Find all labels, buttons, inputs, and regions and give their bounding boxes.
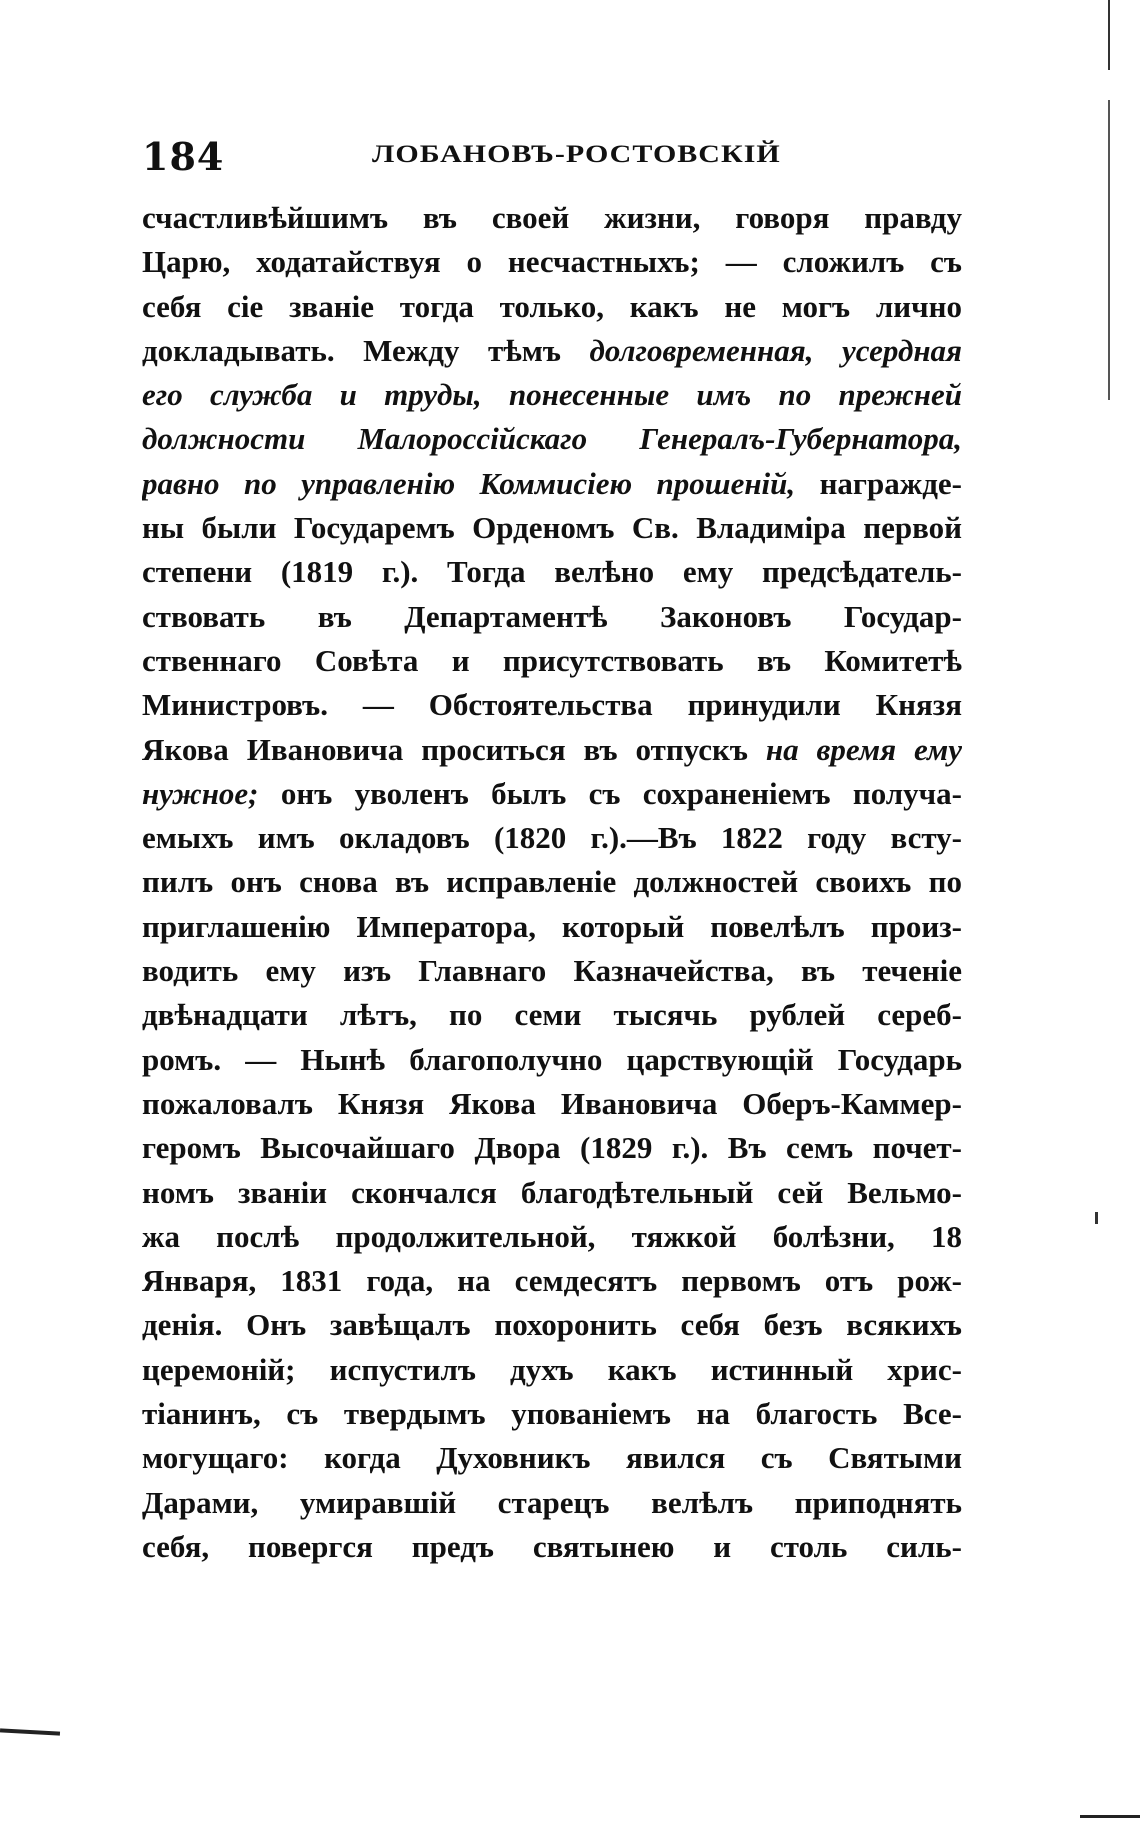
text-line: могущаго: когда Духовникъ явился съ Святыми	[142, 1440, 962, 1476]
text-line: счастливѣйшимъ въ своей жизни, говоря правду	[142, 200, 962, 235]
text-line: двѣнадцати лѣтъ, по семи тысячь рублей сереб-	[142, 997, 962, 1033]
running-head: ЛОБАНОВЪ-РОСТОВСКІЙ	[372, 140, 781, 169]
text-line: равно по управленію Коммисіею прошеній, награжде-	[142, 465, 962, 501]
text-line: пилъ онъ снова въ исправленіе должностей своихъ по	[142, 864, 962, 900]
text-line: жа послѣ продолжительной, тяжкой болѣзни, 18	[142, 1218, 962, 1254]
text-line: себя сіе званіе тогда только, какъ не могъ лично	[142, 288, 962, 324]
scan-margin-rule-right	[1108, 100, 1110, 400]
text-line: тіанинъ, съ твердымъ упованіемъ на благость Все-	[142, 1396, 962, 1432]
text-line: его служба и труды, понесенные имъ по прежней	[142, 377, 962, 413]
scan-mark-bottom-right	[1080, 1815, 1140, 1818]
text-line: денія. Онъ завѣщалъ похоронить себя безъ всякихъ	[142, 1307, 962, 1343]
text-line: геромъ Высочайшаго Двора (1829 г.). Въ семъ почет-	[142, 1130, 962, 1166]
text-line: Царю, ходатайствуя о несчастныхъ; — сложилъ съ	[142, 244, 962, 280]
text-line: водить ему изъ Главнаго Казначейства, въ теченіе	[142, 953, 962, 989]
text-line: пожаловалъ Князя Якова Ивановича Оберъ-Каммер-	[142, 1085, 962, 1121]
page-header	[142, 134, 962, 178]
scan-speck	[1095, 1212, 1098, 1224]
text-line: ственнаго Совѣта и присутствовать въ Комитетѣ	[142, 642, 962, 678]
page-number: 184	[142, 134, 225, 179]
text-line: ствовать въ Департаментѣ Законовъ Государ-	[142, 598, 962, 634]
scan-margin-rule	[1108, 0, 1110, 70]
text-line: Января, 1831 года, на семдесятъ первомъ отъ рож-	[142, 1263, 962, 1299]
text-line: Министровъ. — Обстоятельства принудили Князя	[142, 687, 962, 723]
text-line: Якова Ивановича проситься въ отпускъ на время ему	[142, 731, 962, 767]
text-line: ромъ. — Нынѣ благополучно царствующій Государь	[142, 1041, 962, 1077]
text-line: номъ званіи скончался благодѣтельный сей Вельмо-	[142, 1174, 962, 1210]
text-line: себя, повергся предъ святынею и столь силь-	[142, 1528, 962, 1564]
text-line: Дарами, умиравшій старецъ велѣлъ приподнять	[142, 1484, 962, 1520]
text-line: емыхъ имъ окладовъ (1820 г.).—Въ 1822 году всту-	[142, 820, 962, 856]
text-line: приглашенію Императора, который повелѣлъ произ-	[142, 908, 962, 944]
text-line: докладывать. Между тѣмъ долговременная, усердная	[142, 332, 962, 368]
scan-mark-bottom-left	[0, 1728, 60, 1735]
text-line: должности Малороссійскаго Генералъ-Губернатора,	[142, 421, 962, 457]
text-line: степени (1819 г.). Тогда велѣно ему предсѣдатель-	[142, 554, 962, 590]
text-line: ны были Государемъ Орденомъ Св. Владиміра первой	[142, 510, 962, 546]
body-text	[142, 196, 962, 1569]
text-line: нужное; онъ уволенъ былъ съ сохраненіемъ получа-	[142, 775, 962, 811]
text-line: церемоній; испустилъ духъ какъ истинный хрис-	[142, 1351, 962, 1387]
